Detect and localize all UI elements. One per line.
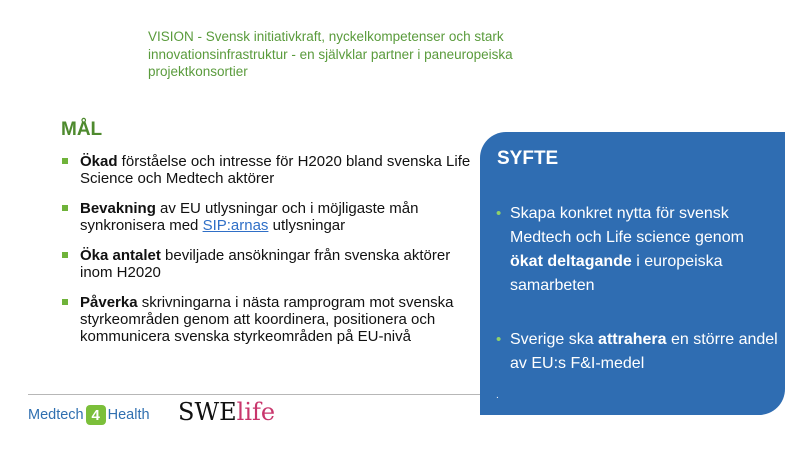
- goal-item: [62, 153, 482, 187]
- square-bullet-icon: [62, 158, 68, 164]
- goal-keyword: Öka antalet: [80, 247, 161, 264]
- square-bullet-icon: [62, 299, 68, 305]
- vision-statement: [148, 28, 588, 81]
- purpose-heading: SYFTE: [497, 148, 559, 169]
- logo-swe-text: SWE: [178, 398, 237, 426]
- goal-item: [62, 200, 482, 234]
- goal-item: [62, 294, 482, 345]
- vision-line-2: innovationsinfrastruktur - en självklar partner i paneuropeiska: [148, 46, 513, 62]
- goal-text: skrivningarna i nästa ramprogram mot svenska styrkeområden genom att koordinera, positionera och kommunicera svenska styrkeområden på EU-nivå: [80, 294, 454, 345]
- goals-list: [62, 153, 482, 358]
- goal-text-after: utlysningar: [268, 217, 346, 234]
- logo-health-text: Health: [107, 407, 150, 423]
- footer-divider: [28, 394, 480, 395]
- goal-text: beviljade ansökningar från svenska aktörer inom H2020: [80, 247, 451, 281]
- purpose-panel: [480, 132, 785, 415]
- logo-medtech-text: Medtech: [28, 407, 84, 423]
- purpose-item: [496, 328, 778, 376]
- vision-line-1: VISION - Svensk initiativkraft, nyckelkompetenser och stark: [148, 29, 504, 44]
- purpose-keyword: ökat deltagande: [510, 253, 632, 270]
- square-bullet-icon: [62, 205, 68, 211]
- purpose-text-after: en större andel av EU:s F&I-medel: [510, 331, 778, 372]
- goal-item: [62, 247, 482, 281]
- swelife-logo: [178, 398, 275, 426]
- medtech4health-logo: [28, 402, 150, 428]
- purpose-text: Skapa konkret nytta för svensk Medtech och Life science genom: [510, 205, 744, 246]
- logo-life-text: life: [236, 398, 276, 426]
- trailing-dot: .: [496, 390, 499, 401]
- goals-heading: MÅL: [61, 119, 103, 140]
- purpose-item: [496, 202, 778, 298]
- purpose-list: [496, 202, 778, 406]
- goal-text: av EU utlysningar och i möjligaste mån synkronisera med: [80, 200, 419, 234]
- goal-keyword: Ökad: [80, 153, 118, 170]
- purpose-text: Sverige ska: [510, 331, 599, 348]
- logo-four-badge: 4: [86, 405, 106, 425]
- goal-text: förståelse och intresse för H2020 bland svenska Life Science och Medtech aktörer: [80, 153, 471, 187]
- purpose-text-after: i europeiska samarbeten: [510, 253, 723, 294]
- vision-line-3: projektkonsortier: [148, 64, 248, 79]
- goal-keyword: Bevakning: [80, 200, 156, 217]
- sip-link[interactable]: SIP:arnas: [202, 217, 269, 234]
- square-bullet-icon: [62, 252, 68, 258]
- goal-keyword: Påverka: [80, 294, 138, 311]
- purpose-keyword: attrahera: [598, 331, 667, 348]
- bullet-dot-icon: •: [496, 331, 502, 348]
- bullet-dot-icon: •: [496, 205, 502, 222]
